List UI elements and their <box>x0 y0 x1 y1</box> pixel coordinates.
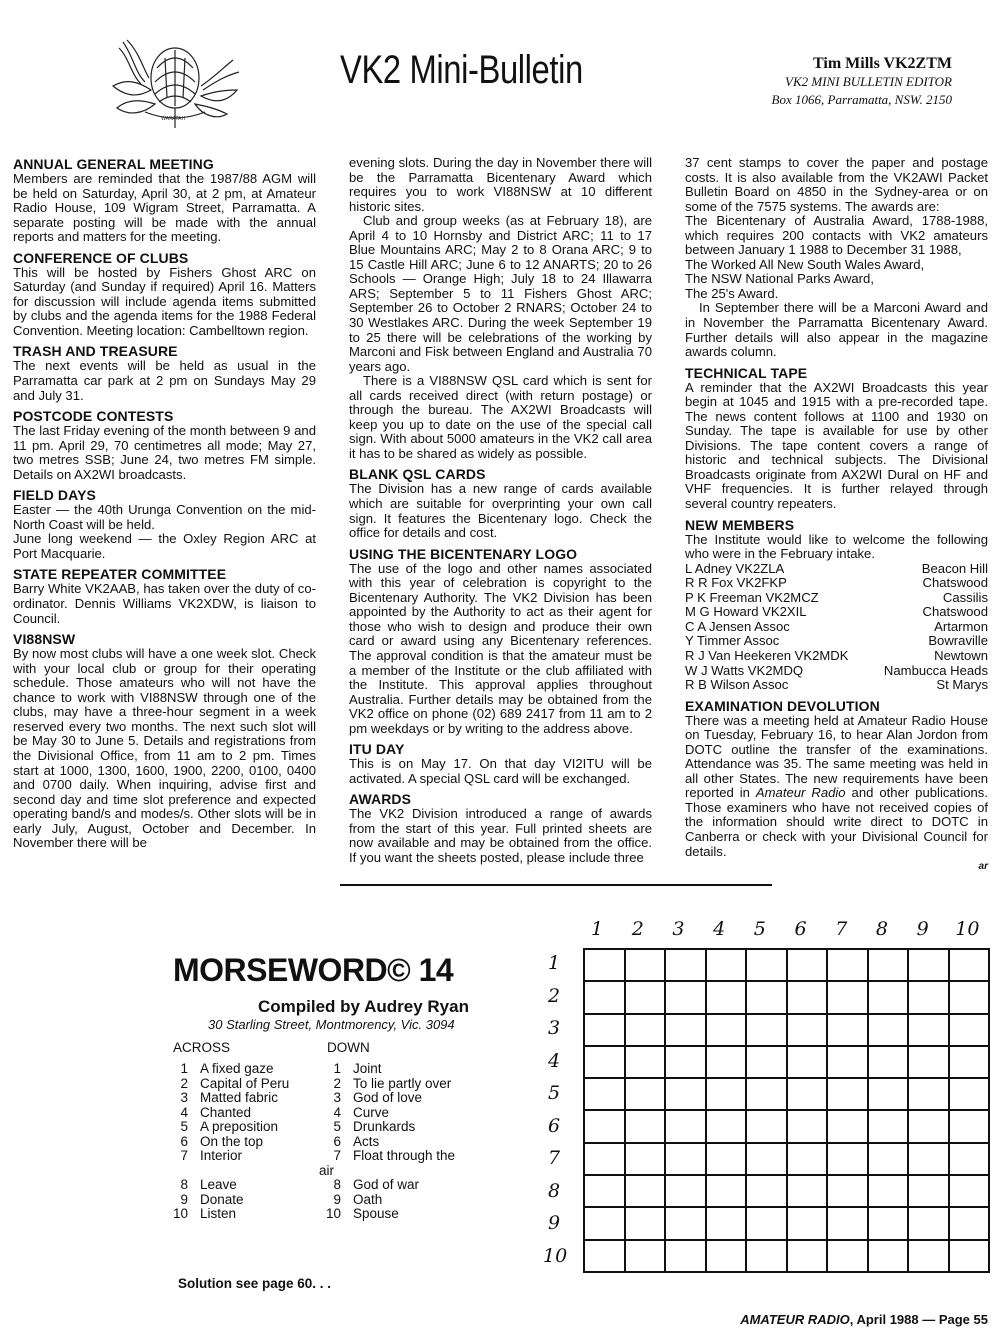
grid-cell[interactable] <box>828 1208 869 1240</box>
section-body: The use of the logo and other names associated with this year of celebration is copyright to the Bicentenary Authority. The VK2 Division has been appointed by the Authority to act as their agent for those who wish to design and produce their own card or award using any Bicentenary references. The approval condition is that the amateur must be a member of the Institute or the club affiliated with the Institute. This approval applies throughout Australia. Further details may be obtained from the VK2 office on phone (02) 689 2417 from 11 am to 2 pm weekdays or by writing to the address above. <box>349 560 652 736</box>
grid-cell[interactable] <box>626 950 667 982</box>
clue-text: A fixed gaze <box>200 1061 274 1076</box>
grid-row-number: 4 <box>548 1049 561 1072</box>
clue-number: 3 <box>333 1090 341 1105</box>
clue-wrap: air <box>319 1162 335 1178</box>
clue-text: Chanted <box>200 1104 252 1120</box>
magazine-name: AMATEUR RADIO <box>740 1312 850 1327</box>
award-item: The Bicentenary of Australia Award, 1788-1988, which requires 200 contacts with VK2 amateurs between January 1 1988 to December 31 1988, <box>685 213 988 258</box>
grid-column-number: 8 <box>875 918 888 940</box>
section-heading: STATE REPEATER COMMITTEE <box>13 566 227 583</box>
morseword-address: 30 Starling Street, Montmorency, Vic. 3094 <box>208 1017 455 1032</box>
grid-cell[interactable] <box>950 950 991 982</box>
grid-cell[interactable] <box>869 1176 910 1208</box>
clue-text: Joint <box>353 1061 382 1076</box>
clue-text: Listen <box>200 1206 237 1221</box>
grid-cell[interactable] <box>585 1208 626 1240</box>
morseword-title: MORSEWORD© 14 <box>173 952 454 988</box>
member-name: P K Freeman VK2MCZ <box>685 589 819 605</box>
clue-number: 9 <box>180 1191 188 1207</box>
member-name: Y Timmer Assoc <box>685 633 780 649</box>
across-clue <box>166 1120 306 1135</box>
clue-number: 2 <box>180 1075 188 1091</box>
grid-cell[interactable] <box>666 1015 707 1047</box>
grid-cell[interactable] <box>869 1144 910 1176</box>
morseword-grid <box>583 948 990 1273</box>
grid-cell[interactable] <box>666 982 707 1014</box>
grid-row-number: 8 <box>548 1179 561 1202</box>
section-body: Members are reminded that the 1987/88 AGM will be held on Saturday, April 30, at 2 pm, at Amateur Radio House, 109 Wigram Street, Parramatta. A separate posting will be made with the annual reports and matters for the meeting. <box>13 171 316 245</box>
across-clue <box>166 1178 306 1193</box>
section-heading: BLANK QSL CARDS <box>349 466 486 483</box>
grid-cell[interactable] <box>626 1241 667 1273</box>
down-clue <box>319 1149 484 1164</box>
editor-address: Box 1066, Parramatta, NSW. 2150 <box>771 92 952 107</box>
grid-cell[interactable] <box>666 1208 707 1240</box>
across-clue <box>166 1207 306 1222</box>
section-body: Easter — the 40th Urunga Convention on the mid-North Coast will be held. <box>13 502 316 532</box>
column-2 <box>349 156 652 866</box>
issue-page: , April 1988 — Page 55 <box>849 1312 988 1327</box>
grid-cell[interactable] <box>950 1241 991 1273</box>
member-location: Artarmon <box>934 618 988 634</box>
member-location: St Marys <box>936 677 988 693</box>
clue-number: 4 <box>180 1104 188 1120</box>
section-body: The next events will be held as usual in the Parramatta car park at 2 pm on Sundays May 29 and July 31. <box>13 358 316 403</box>
grid-cell[interactable] <box>666 1047 707 1079</box>
grid-column-number: 3 <box>672 918 685 940</box>
clue-number: 8 <box>180 1177 188 1192</box>
grid-cell[interactable] <box>788 1015 829 1047</box>
down-clue <box>319 1207 484 1222</box>
clue-text: Acts <box>353 1133 380 1149</box>
clue-number: 1 <box>180 1061 188 1076</box>
grid-cell[interactable] <box>950 982 991 1014</box>
section-heading: FIELD DAYS <box>13 487 96 504</box>
across-clue <box>166 1091 306 1106</box>
member-row <box>685 649 988 664</box>
clue-spacer <box>166 1164 306 1179</box>
grid-cell[interactable] <box>828 1241 869 1273</box>
grid-cell[interactable] <box>788 982 829 1014</box>
section-heading: VI88NSW <box>13 631 76 648</box>
clue-text: Float through the <box>353 1148 456 1163</box>
section-heading: ANNUAL GENERAL MEETING <box>13 156 214 172</box>
grid-cell[interactable] <box>950 1176 991 1208</box>
clue-number: 2 <box>333 1075 341 1091</box>
grid-cell[interactable] <box>747 1111 788 1143</box>
grid-cell[interactable] <box>950 1079 991 1111</box>
grid-cell[interactable] <box>666 1111 707 1143</box>
section-heading: USING THE BICENTENARY LOGO <box>349 545 578 562</box>
grid-cell[interactable] <box>828 982 869 1014</box>
section-body: The Division has a new range of cards available which are suitable for overprinting your own call sign. It features the Bicentenary logo. Check the office for details and cost. <box>349 481 652 541</box>
grid-cell[interactable] <box>585 1176 626 1208</box>
member-location: Nambucca Heads <box>883 662 988 678</box>
grid-cell[interactable] <box>585 1079 626 1111</box>
grid-column-number: 6 <box>794 918 807 940</box>
clue-text: To lie partly over <box>353 1075 452 1091</box>
grid-cell[interactable] <box>869 1047 910 1079</box>
grid-column-number: 10 <box>955 918 980 940</box>
morseword-compiler: Compiled by Audrey Ryan <box>258 997 469 1016</box>
across-clue <box>166 1135 306 1150</box>
grid-cell[interactable] <box>626 1015 667 1047</box>
clue-text: Drunkards <box>353 1119 416 1134</box>
section-body: The last Friday evening of the month between 9 and 11 pm. April 29, 70 centimetres all mode; May 27, two metres SSB; June 24, two metres FM simple. Details on AX2WI broadcasts. <box>13 423 316 482</box>
section-body: In September there will be a Marconi Award and in November the Parramatta Bicentenary Award. Further details will also appear in the magazine awards column. <box>685 300 988 360</box>
section-body: There is a VI88NSW QSL card which is sent for all cards received direct (with return postage) or through the bureau. The AX2WI Broadcasts will keep you up to date on the use of the special call sign. With about 5000 amateurs in the VK2 call area it has to be shared as widely as possible. <box>349 373 652 461</box>
signoff: ar <box>978 861 988 873</box>
grid-cell[interactable] <box>666 1241 707 1273</box>
grid-cell[interactable] <box>626 1111 667 1143</box>
clue-number: 6 <box>180 1133 188 1149</box>
grid-cell[interactable] <box>707 1079 748 1111</box>
editor-block <box>772 55 952 109</box>
section-body: June long weekend — the Oxley Region ARC at Port Macquarie. <box>13 531 316 561</box>
grid-cell[interactable] <box>869 1079 910 1111</box>
clue-number: 4 <box>333 1104 341 1120</box>
grid-column-number: 9 <box>916 918 929 940</box>
member-name: R J Van Heekeren VK2MDK <box>685 647 849 663</box>
grid-column-number: 4 <box>713 918 726 940</box>
grid-cell[interactable] <box>747 1176 788 1208</box>
clue-number: 7 <box>333 1148 341 1163</box>
grid-cell[interactable] <box>950 1015 991 1047</box>
clue-text: Curve <box>353 1104 390 1120</box>
grid-cell[interactable] <box>950 1111 991 1143</box>
grid-row-number: 1 <box>548 952 561 974</box>
grid-cell[interactable] <box>707 950 748 982</box>
grid-cell[interactable] <box>707 1015 748 1047</box>
grid-cell[interactable] <box>828 1079 869 1111</box>
grid-cell[interactable] <box>747 1144 788 1176</box>
grid-cell[interactable] <box>869 1208 910 1240</box>
editor-name: Tim Mills VK2ZTM <box>813 55 952 72</box>
clue-text: Donate <box>200 1191 244 1207</box>
section-heading: TECHNICAL TAPE <box>685 364 808 381</box>
member-row <box>685 576 988 591</box>
grid-cell[interactable] <box>626 982 667 1014</box>
down-clue <box>319 1120 484 1135</box>
grid-cell[interactable] <box>747 1015 788 1047</box>
grid-cell[interactable] <box>788 1047 829 1079</box>
clue-number: 7 <box>180 1148 188 1163</box>
down-clues <box>319 1062 484 1222</box>
clue-number: 3 <box>180 1090 188 1105</box>
section-heading: NEW MEMBERS <box>685 516 795 533</box>
section-heading: POSTCODE CONTESTS <box>13 408 174 425</box>
divider-rule <box>340 884 772 886</box>
grid-cell[interactable] <box>666 1079 707 1111</box>
section-body: By now most clubs will have a one week slot. Check with your local club or group for their operating schedule. Those amateurs who will not have the chance to work with VI88NSW through one of the clubs, may have a three-hour segment in a week reserved every two months. The next such slot will be May 30 to June 5. Details and registrations from the Divisional Office, from 11 am to 2 pm. Times start at 1000, 1300, 1600, 1900, 2200, 0100, 0400 and 0700 daily. When inquiring, advise first and second day and time slot preference and expected operating band/s and modes/s. Other slots will be in early July, August, October and December. In November there will be <box>13 646 316 851</box>
down-clue <box>319 1077 484 1092</box>
grid-cell[interactable] <box>585 1111 626 1143</box>
grid-cell[interactable] <box>828 1015 869 1047</box>
grid-cell[interactable] <box>869 1111 910 1143</box>
award-item: The NSW National Parks Award, <box>685 271 874 287</box>
section-body: The VK2 Division introduced a range of awards from the start of this year. Full printed sheets are now available and may be obtained from the office. If you want the sheets posted, please include three <box>349 806 652 865</box>
down-label: DOWN <box>327 1040 370 1055</box>
grid-cell[interactable] <box>909 950 950 982</box>
member-location: Chatswood <box>922 604 988 620</box>
member-location: Beacon Hill <box>921 560 988 576</box>
grid-cell[interactable] <box>828 1047 869 1079</box>
grid-cell[interactable] <box>707 1144 748 1176</box>
section-body: evening slots. During the day in November there will be the Parramatta Bicentenary Award which requires you to work VI88NSW at 10 different historic sites. <box>349 155 652 214</box>
grid-cell[interactable] <box>747 1241 788 1273</box>
clue-number: 5 <box>333 1119 341 1134</box>
member-name: W J Watts VK2MDQ <box>685 662 804 678</box>
grid-cell[interactable] <box>747 950 788 982</box>
grid-cell[interactable] <box>869 950 910 982</box>
grid-cell[interactable] <box>585 982 626 1014</box>
grid-cell[interactable] <box>626 1208 667 1240</box>
grid-cell[interactable] <box>788 1241 829 1273</box>
clue-text: A preposition <box>200 1119 279 1134</box>
down-clue <box>319 1193 484 1208</box>
grid-cell[interactable] <box>585 1144 626 1176</box>
grid-cell[interactable] <box>828 1144 869 1176</box>
clue-text: Capital of Peru <box>200 1075 290 1091</box>
down-clue <box>319 1178 484 1193</box>
grid-row-number: 6 <box>548 1114 561 1137</box>
award-item: The 25's Award. <box>685 285 779 301</box>
grid-cell[interactable] <box>707 1176 748 1208</box>
down-clue <box>319 1091 484 1106</box>
across-clue <box>166 1149 306 1164</box>
grid-cell[interactable] <box>788 1111 829 1143</box>
down-clue <box>319 1135 484 1150</box>
grid-cell[interactable] <box>788 950 829 982</box>
grid-cell[interactable] <box>869 982 910 1014</box>
clue-text: God of love <box>353 1090 423 1105</box>
member-location: Chatswood <box>922 575 988 591</box>
members-table <box>685 562 988 693</box>
member-name: R R Fox VK2FKP <box>685 575 787 591</box>
member-row <box>685 634 988 649</box>
clue-text: Interior <box>200 1148 243 1163</box>
column-1 <box>13 156 316 851</box>
clue-number: 1 <box>333 1061 341 1076</box>
grid-cell[interactable] <box>909 1047 950 1079</box>
grid-row-number: 3 <box>548 1017 561 1039</box>
across-label: ACROSS <box>173 1040 231 1055</box>
grid-cell[interactable] <box>747 1047 788 1079</box>
waratah-flower-icon <box>105 38 245 130</box>
grid-cell[interactable] <box>707 982 748 1014</box>
grid-cell[interactable] <box>909 1111 950 1143</box>
clue-number: 9 <box>333 1191 341 1207</box>
down-clue <box>319 1106 484 1121</box>
column-3 <box>685 156 988 875</box>
member-row <box>685 562 988 577</box>
grid-cell[interactable] <box>869 1241 910 1273</box>
grid-cell[interactable] <box>626 1144 667 1176</box>
section-heading: EXAMINATION DEVOLUTION <box>685 697 880 714</box>
grid-cell[interactable] <box>747 1079 788 1111</box>
member-row <box>685 678 988 693</box>
grid-cell[interactable] <box>828 1111 869 1143</box>
grid-cell[interactable] <box>909 1015 950 1047</box>
section-heading: AWARDS <box>349 791 412 808</box>
clue-number: 8 <box>333 1177 341 1192</box>
across-clue <box>166 1077 306 1092</box>
grid-cell[interactable] <box>585 1015 626 1047</box>
grid-cell[interactable] <box>788 1176 829 1208</box>
member-row <box>685 591 988 606</box>
member-row <box>685 620 988 635</box>
grid-column-number: 1 <box>591 918 604 940</box>
grid-column-number: 2 <box>631 918 644 940</box>
solution-note: Solution see page 60. . . <box>178 1276 332 1291</box>
grid-cell[interactable] <box>950 1047 991 1079</box>
across-clue <box>166 1062 306 1077</box>
section-body: This will be hosted by Fishers Ghost ARC on Saturday (and Sunday if required) April 16. Matters for discussion will include agenda items submitted by clubs and the agenda items for the 1988 Federal Convention. Meeting location: Cambelltown region. <box>13 264 316 338</box>
clue-text: On the top <box>200 1133 264 1149</box>
member-location: Newtown <box>934 647 988 663</box>
clue-text: Spouse <box>353 1206 399 1221</box>
section-body <box>685 714 988 859</box>
clue-text: God of war <box>353 1177 420 1192</box>
across-clue <box>166 1193 306 1208</box>
section-body: This is on May 17. On that day VI2ITU will be activated. A special QSL card will be exchanged. <box>349 756 652 786</box>
across-clues <box>166 1062 306 1222</box>
grid-cell[interactable] <box>626 1047 667 1079</box>
across-clue <box>166 1106 306 1121</box>
member-name: M G Howard VK2XIL <box>685 604 807 620</box>
grid-cell[interactable] <box>909 1241 950 1273</box>
clue-text: Leave <box>200 1177 237 1192</box>
clue-text: Matted fabric <box>200 1090 279 1105</box>
grid-row-number: 2 <box>548 984 561 1007</box>
member-row <box>685 664 988 679</box>
grid-cell[interactable] <box>707 1241 748 1273</box>
grid-cell[interactable] <box>909 1208 950 1240</box>
svg-text:WARATAH: WARATAH <box>161 116 186 122</box>
grid-cell[interactable] <box>950 1144 991 1176</box>
exam-text-italic: Amateur Radio <box>755 785 846 801</box>
exam-text-a: There was a meeting held at Amateur Radio House on Tuesday, February 16, to hear Alan Jordon from DOTC outline the transfer of the examinations. Attendance was 35. The same meeting was held in all other States. The new requirements have been reported in <box>685 712 988 801</box>
exam-text-b: and other publications. Those examiners who have not received copies of the information should write direct to DOTC in Canberra or check with your Divisional Council for details. <box>685 785 988 859</box>
grid-cell[interactable] <box>909 982 950 1014</box>
bulletin-title: VK2 Mini-Bulletin <box>340 48 583 92</box>
grid-row-number: 5 <box>548 1082 561 1104</box>
award-item: The Worked All New South Wales Award, <box>685 256 925 272</box>
editor-role: VK2 MINI BULLETIN EDITOR <box>785 74 952 89</box>
section-heading: TRASH AND TREASURE <box>13 343 178 360</box>
grid-cell[interactable] <box>828 1176 869 1208</box>
down-clue <box>319 1062 484 1077</box>
grid-cell[interactable] <box>585 1047 626 1079</box>
grid-cell[interactable] <box>950 1208 991 1240</box>
grid-cell[interactable] <box>626 1176 667 1208</box>
grid-cell[interactable] <box>747 1208 788 1240</box>
member-name: R B Wilson Assoc <box>685 677 789 693</box>
clue-text: Oath <box>353 1191 383 1207</box>
grid-cell[interactable] <box>585 950 626 982</box>
clue-number: 10 <box>172 1206 188 1221</box>
grid-cell[interactable] <box>585 1241 626 1273</box>
grid-cell[interactable] <box>828 950 869 982</box>
section-body: Barry White VK2AAB, has taken over the duty of co-ordinator. Dennis Williams VK2XDW, is liaison to Council. <box>13 581 316 626</box>
grid-row-number: 7 <box>548 1147 561 1169</box>
member-name: L Adney VK2ZLA <box>685 560 785 576</box>
section-body: 37 cent stamps to cover the paper and postage costs. It is also available from the VK2AWI Packet Bulletin Board on 4850 in the Sydney-area or on some of the 7575 systems. The awards are: <box>685 155 988 214</box>
grid-cell[interactable] <box>707 1111 748 1143</box>
member-location: Bowraville <box>928 633 988 649</box>
grid-row-number: 10 <box>543 1244 568 1267</box>
page-footer <box>740 1312 988 1327</box>
member-name: C A Jensen Assoc <box>685 618 790 634</box>
member-location: Cassilis <box>942 589 988 605</box>
section-body: The Institute would like to welcome the following who were in the February intake. <box>685 531 988 562</box>
grid-cell[interactable] <box>788 1208 829 1240</box>
grid-cell[interactable] <box>626 1079 667 1111</box>
section-heading: ITU DAY <box>349 741 405 758</box>
clue-number: 10 <box>325 1206 341 1221</box>
grid-cell[interactable] <box>666 1176 707 1208</box>
grid-cell[interactable] <box>707 1208 748 1240</box>
section-body: Club and group weeks (as at February 18), are April 4 to 10 Hornsby and District ARC; 11 to 17 Blue Mountains ARC; May 2 to 8 Orana ARC; 9 to 15 Castle Hill ARC; June 6 to 12 ANARTS; 20 to 26 Schools — Orange High; July 18 to 24 Illawarra ARS; September 5 to 11 Fishers Ghost ARC; September 26 to October 2 RNARS; October 24 to 30 Westlakes ARC. During the week September 19 to 25 there will be celebrations of the working by Marconi and Fisk between England and Australia 70 years ago. <box>349 213 652 374</box>
grid-cell[interactable] <box>869 1015 910 1047</box>
grid-cell[interactable] <box>666 950 707 982</box>
grid-cell[interactable] <box>909 1176 950 1208</box>
grid-cell[interactable] <box>909 1079 950 1111</box>
grid-cell[interactable] <box>707 1047 748 1079</box>
grid-cell[interactable] <box>909 1144 950 1176</box>
section-heading: CONFERENCE OF CLUBS <box>13 249 189 266</box>
grid-cell[interactable] <box>788 1144 829 1176</box>
clue-number: 6 <box>333 1133 341 1149</box>
section-body: A reminder that the AX2WI Broadcasts this year begin at 1045 and 1915 with a pre-recorded tape. The news content follows at 1100 and 1930 on Sunday. The tape is available for use by other Divisions. The tape content covers a range of historic and technical subjects. The Divisional Broadcasts originate from AX2WI Dural on HF and VHF frequencies. It is further relayed through several country repeaters. <box>685 379 988 512</box>
grid-cell[interactable] <box>747 982 788 1014</box>
grid-cell[interactable] <box>788 1079 829 1111</box>
member-row <box>685 605 988 620</box>
grid-column-number: 5 <box>753 918 766 940</box>
grid-column-number: 7 <box>835 918 848 940</box>
clue-number: 5 <box>180 1119 188 1134</box>
grid-cell[interactable] <box>666 1144 707 1176</box>
grid-row-number: 9 <box>548 1212 561 1234</box>
